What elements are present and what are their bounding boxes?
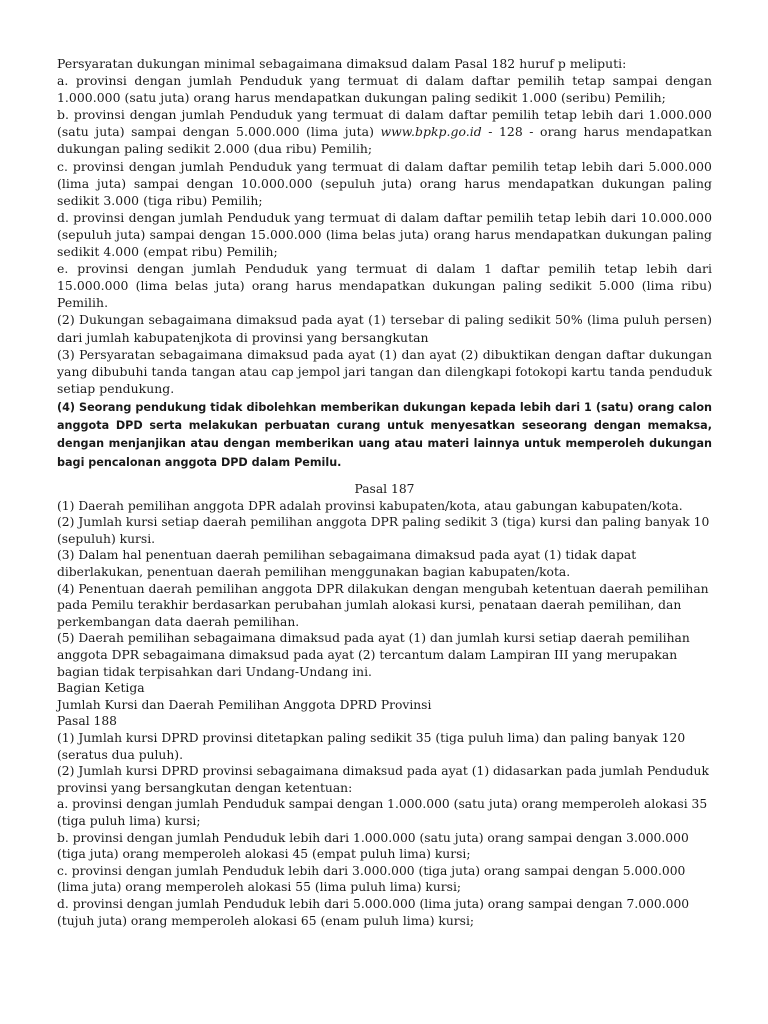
item-b-continued: - 128 - orang harus mendapatkan dukungan paling sedikit 2.000 (dua ribu) Pemilih;: [57, 124, 712, 157]
pasal-188-heading: Pasal 188: [57, 714, 118, 729]
item-c: c. provinsi dengan jumlah Penduduk yang termuat di dalam daftar pemilih tetap lebih dari 5.000.000 (lima juta) sampai dengan 10.000.000 (sepuluh juta) orang harus mendapatkan dukungan paling sedikit 3.000 (tiga ribu) Pemilih;: [57, 158, 712, 208]
pasal-188-ayat-2: (2) Jumlah kursi DPRD provinsi sebagaimana dimaksud pada ayat (1) didasarkan pada jumlah Penduduk provinsi yang bersangkutan dengan ketentuan:: [57, 764, 709, 795]
ayat-4-block: [57, 399, 712, 472]
bagian-subtitle: Jumlah Kursi dan Daerah Pemilihan Anggota DPRD Provinsi: [57, 697, 432, 712]
bagian-title: Bagian Ketiga: [57, 681, 145, 696]
pasal-187-ayat-1: (1) Daerah pemilihan anggota DPR adalah provinsi kabupaten/kota, atau gabungan kabupaten/kota.: [57, 498, 683, 513]
pasal-188-item-b: b. provinsi dengan jumlah Penduduk lebih dari 1.000.000 (satu juta) orang sampai dengan 3.000.000 (tiga juta) orang memperoleh alokasi 45 (empat puluh lima) kursi;: [57, 830, 689, 862]
pasal-187-ayat-2: (2) Jumlah kursi setiap daerah pemilihan anggota DPR paling sedikit 3 (tiga) kursi dan paling banyak 10 (sepuluh) kursi.: [57, 515, 710, 546]
ayat-2: (2) Dukungan sebagaimana dimaksud pada ayat (1) tersebar di paling sedikit 50% (lima puluh persen) dari jumlah kabupatenjkota di provinsi yang bersangkutan: [57, 312, 712, 345]
pasal-188-ayat-1: (1) Jumlah kursi DPRD provinsi ditetapkan paling sedikit 35 (tiga puluh lima) dan paling banyak 120 (seratus dua puluh).: [57, 730, 686, 762]
item-a: a. provinsi dengan jumlah Penduduk yang termuat di dalam daftar pemilih tetap sampai dengan 1.000.000 (satu juta) orang harus mendapatkan dukungan paling sedikit 1.000 (seribu) Pemilih;: [57, 73, 712, 106]
dpd-support-requirements: [57, 55, 712, 397]
item-b: [57, 106, 712, 157]
pasal-187-ayat-5: (5) Daerah pemilihan sebagaimana dimaksud pada ayat (1) dan jumlah kursi setiap daerah pemilihan anggota DPR sebagaimana dimaksud pada ayat (2) tercantum dalam Lampiran III yang merupakan bagian tidak terpisahkan dari Undang-Undang ini.: [57, 631, 690, 679]
ayat-3: (3) Persyaratan sebagaimana dimaksud pada ayat (1) dan ayat (2) dibuktikan dengan daftar dukungan yang dibubuhi tanda tangan atau cap jempol jari tangan dan dilengkapi fotokopi kartu tanda penduduk setiap pendukung.: [57, 346, 712, 396]
pasal-187-ayat-3: (3) Dalam hal penentuan daerah pemilihan sebagaimana dimaksud pada ayat (1) tidak dapat diberlakukan, penentuan daerah pemilihan menggunakan bagian kabupaten/kota.: [57, 548, 637, 580]
intro-paragraph: Persyaratan dukungan minimal sebagaimana dimaksud dalam Pasal 182 huruf p meliputi:: [57, 56, 627, 71]
item-d: d. provinsi dengan jumlah Penduduk yang termuat di dalam daftar pemilih tetap lebih dari 10.000.000 (sepuluh juta) sampai dengan 15.000.000 (lima belas juta) orang harus mendapatkan dukungan paling sedikit 4.000 (empat ribu) Pemilih;: [57, 209, 712, 260]
pasal-188-item-c: c. provinsi dengan jumlah Penduduk lebih dari 3.000.000 (tiga juta) orang sampai dengan 5.000.000 (lima juta) orang memperoleh alokasi 55 (lima puluh lima) kursi;: [57, 863, 686, 895]
pasal-187-heading: Pasal 187: [354, 482, 415, 497]
watermark-url: www.bpkp.go.id: [380, 124, 482, 140]
pasal-188-item-d: d. provinsi dengan jumlah Penduduk lebih dari 5.000.000 (lima juta) orang sampai dengan 7.000.000 (tujuh juta) orang memperoleh alokasi 65 (enam puluh lima) kursi;: [57, 896, 690, 928]
pasal-section: [57, 481, 712, 929]
item-b-text: b. provinsi dengan jumlah Penduduk yang termuat di dalam daftar pemilih tetap lebih dari 1.000.000 (satu juta) sampai dengan 5.000.000 (lima juta): [57, 107, 712, 140]
pasal-188-item-a: a. provinsi dengan jumlah Penduduk sampai dengan 1.000.000 (satu juta) orang memperoleh alokasi 35 (tiga puluh lima) kursi;: [57, 797, 708, 828]
item-e: e. provinsi dengan jumlah Penduduk yang termuat di dalam 1 daftar pemilih tetap lebih dari 15.000.000 (lima belas juta) orang harus mendapatkan dukungan paling sedikit 5.000 (lima ribu) Pemilih.: [57, 261, 712, 311]
pasal-187-ayat-4: (4) Penentuan daerah pemilihan anggota DPR dilakukan dengan mengubah ketentuan daerah pemilihan pada Pemilu terakhir berdasarkan perubahan jumlah alokasi kursi, penataan daerah pemilihan, dan perkembangan data daerah pemilihan.: [57, 581, 709, 629]
ayat-4: (4) Seorang pendukung tidak dibolehkan memberikan dukungan kepada lebih dari 1 (satu) orang calon anggota DPD serta melakukan perbuatan curang untuk menyesatkan seseorang dengan memaksa, dengan menjanjikan atau dengan memberikan uang atau materi lainnya untuk memperoleh dukungan bagi pencalonan anggota DPD dalam Pemilu.: [57, 400, 712, 469]
